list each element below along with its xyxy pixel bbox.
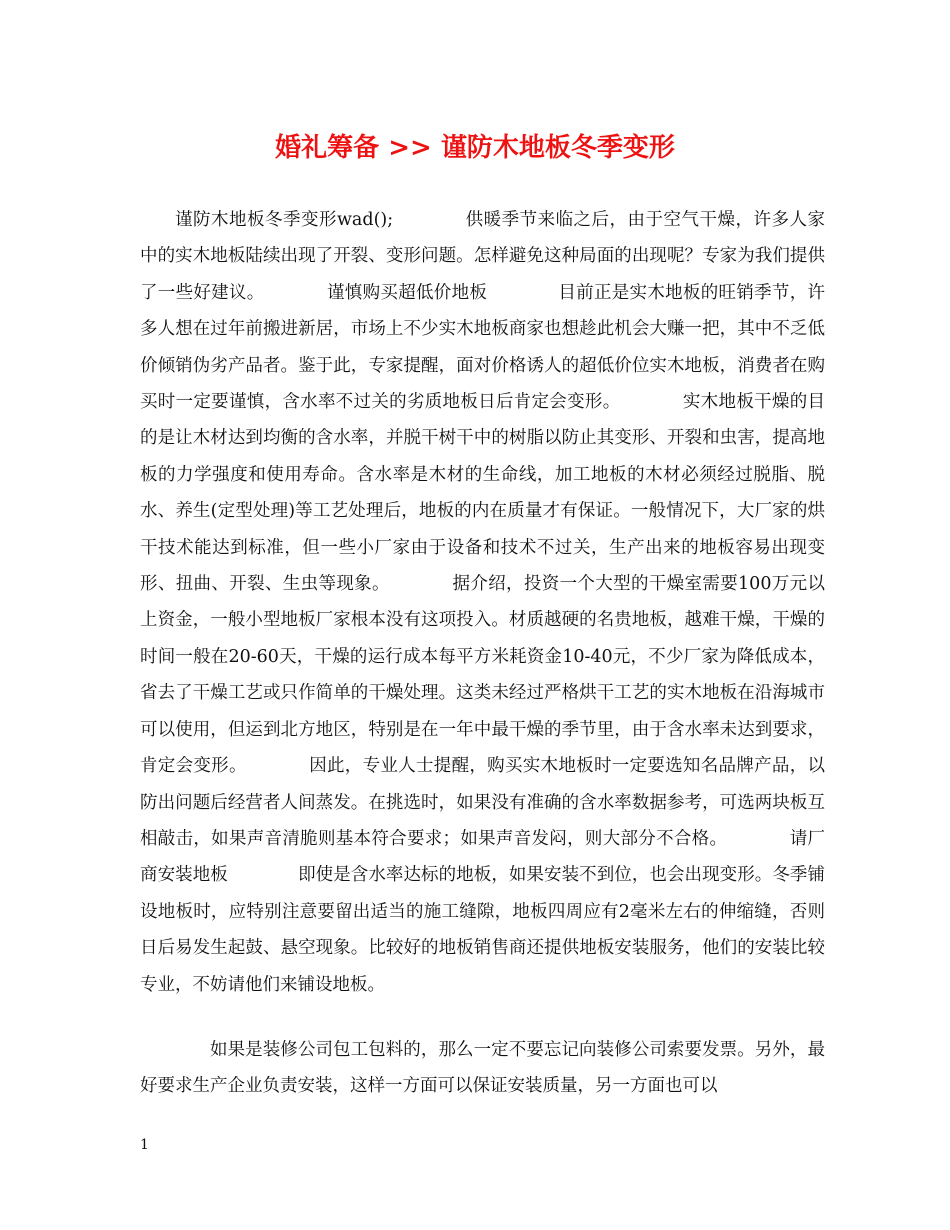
body-paragraph-1: 谨防木地板冬季变形wad(); 供暖季节来临之后，由于空气干燥，许多人家中的实木地板陆续出现了开裂、变形问题。怎样避免这种局面的出现呢？专家为我们提供了一些好建议。 谨慎购买超低价地板 目前正是实木地板的旺销季节，许多人想在过年前搬进新居，市场上不少实木地板商家也想趁此机会大赚一把，其中不乏低价倾销伪劣产品者。鉴于此，专家提醒，面对价格诱人的超低价位实木地板，消费者在购买时一定要谨慎，含水率不过关的劣质地板日后肯定会变形。 实木地板干燥的目的是让木材达到均衡的含水率，并脱干树干中的树脂以防止其变形、开裂和虫害，提高地板的力学强度和使用寿命。含水率是木材的生命线，加工地板的木材必须经过脱脂、脱水、养生(定型处理)等工艺处理后，地板的内在质量才有保证。一般情况下，大厂家的烘干技术能达到标准，但一些小厂家由于设备和技术不过关，生产出来的地板容易出现变形、扭曲、开裂、生虫等现象。 据介绍，投资一个大型的干燥室需要100万元以上资金，一般小型地板厂家根本没有这项投入。材质越硬的名贵地板，越难干燥，干燥的时间一般在20-60天，干燥的运行成本每平方米耗资金10-40元，不少厂家为降低成本，省去了干燥工艺或只作简单的干燥处理。这类未经过严格烘干工艺的实木地板在沿海城市可以使用，但运到北方地区，特别是在一年中最干燥的季节里，由于含水率未达到要求，肯定会变形。 因此，专业人士提醒，购买实木地板时一定要选知名品牌产品，以防出问题后经营者人间蒸发。在挑选时，如果没有准确的含水率数据参考，可选两块板互相敲击，如果声音清脆则基本符合要求；如果声音发闷，则大部分不合格。 请厂商安装地板 即使是含水率达标的地板，如果安装不到位，也会出现变形。冬季铺设地板时，应特别注意要留出适当的施工缝隙，地板四周应有2毫米左右的伸缩缝，否则日后易发生起鼓、悬空现象。比较好的地板销售商还提供地板安装服务，他们的安装比较专业，不妨请他们来铺设地板。 [140, 210, 825, 995]
page-number: 1 [140, 1137, 149, 1153]
body-paragraph-2: 如果是装修公司包工包料的，那么一定不要忘记向装修公司索要发票。另外，最好要求生产企业负责安装，这样一方面可以保证安装质量，另一方面也可以 [140, 1040, 825, 1097]
document-title: 婚礼筹备 >> 谨防木地板冬季变形 [275, 133, 675, 163]
